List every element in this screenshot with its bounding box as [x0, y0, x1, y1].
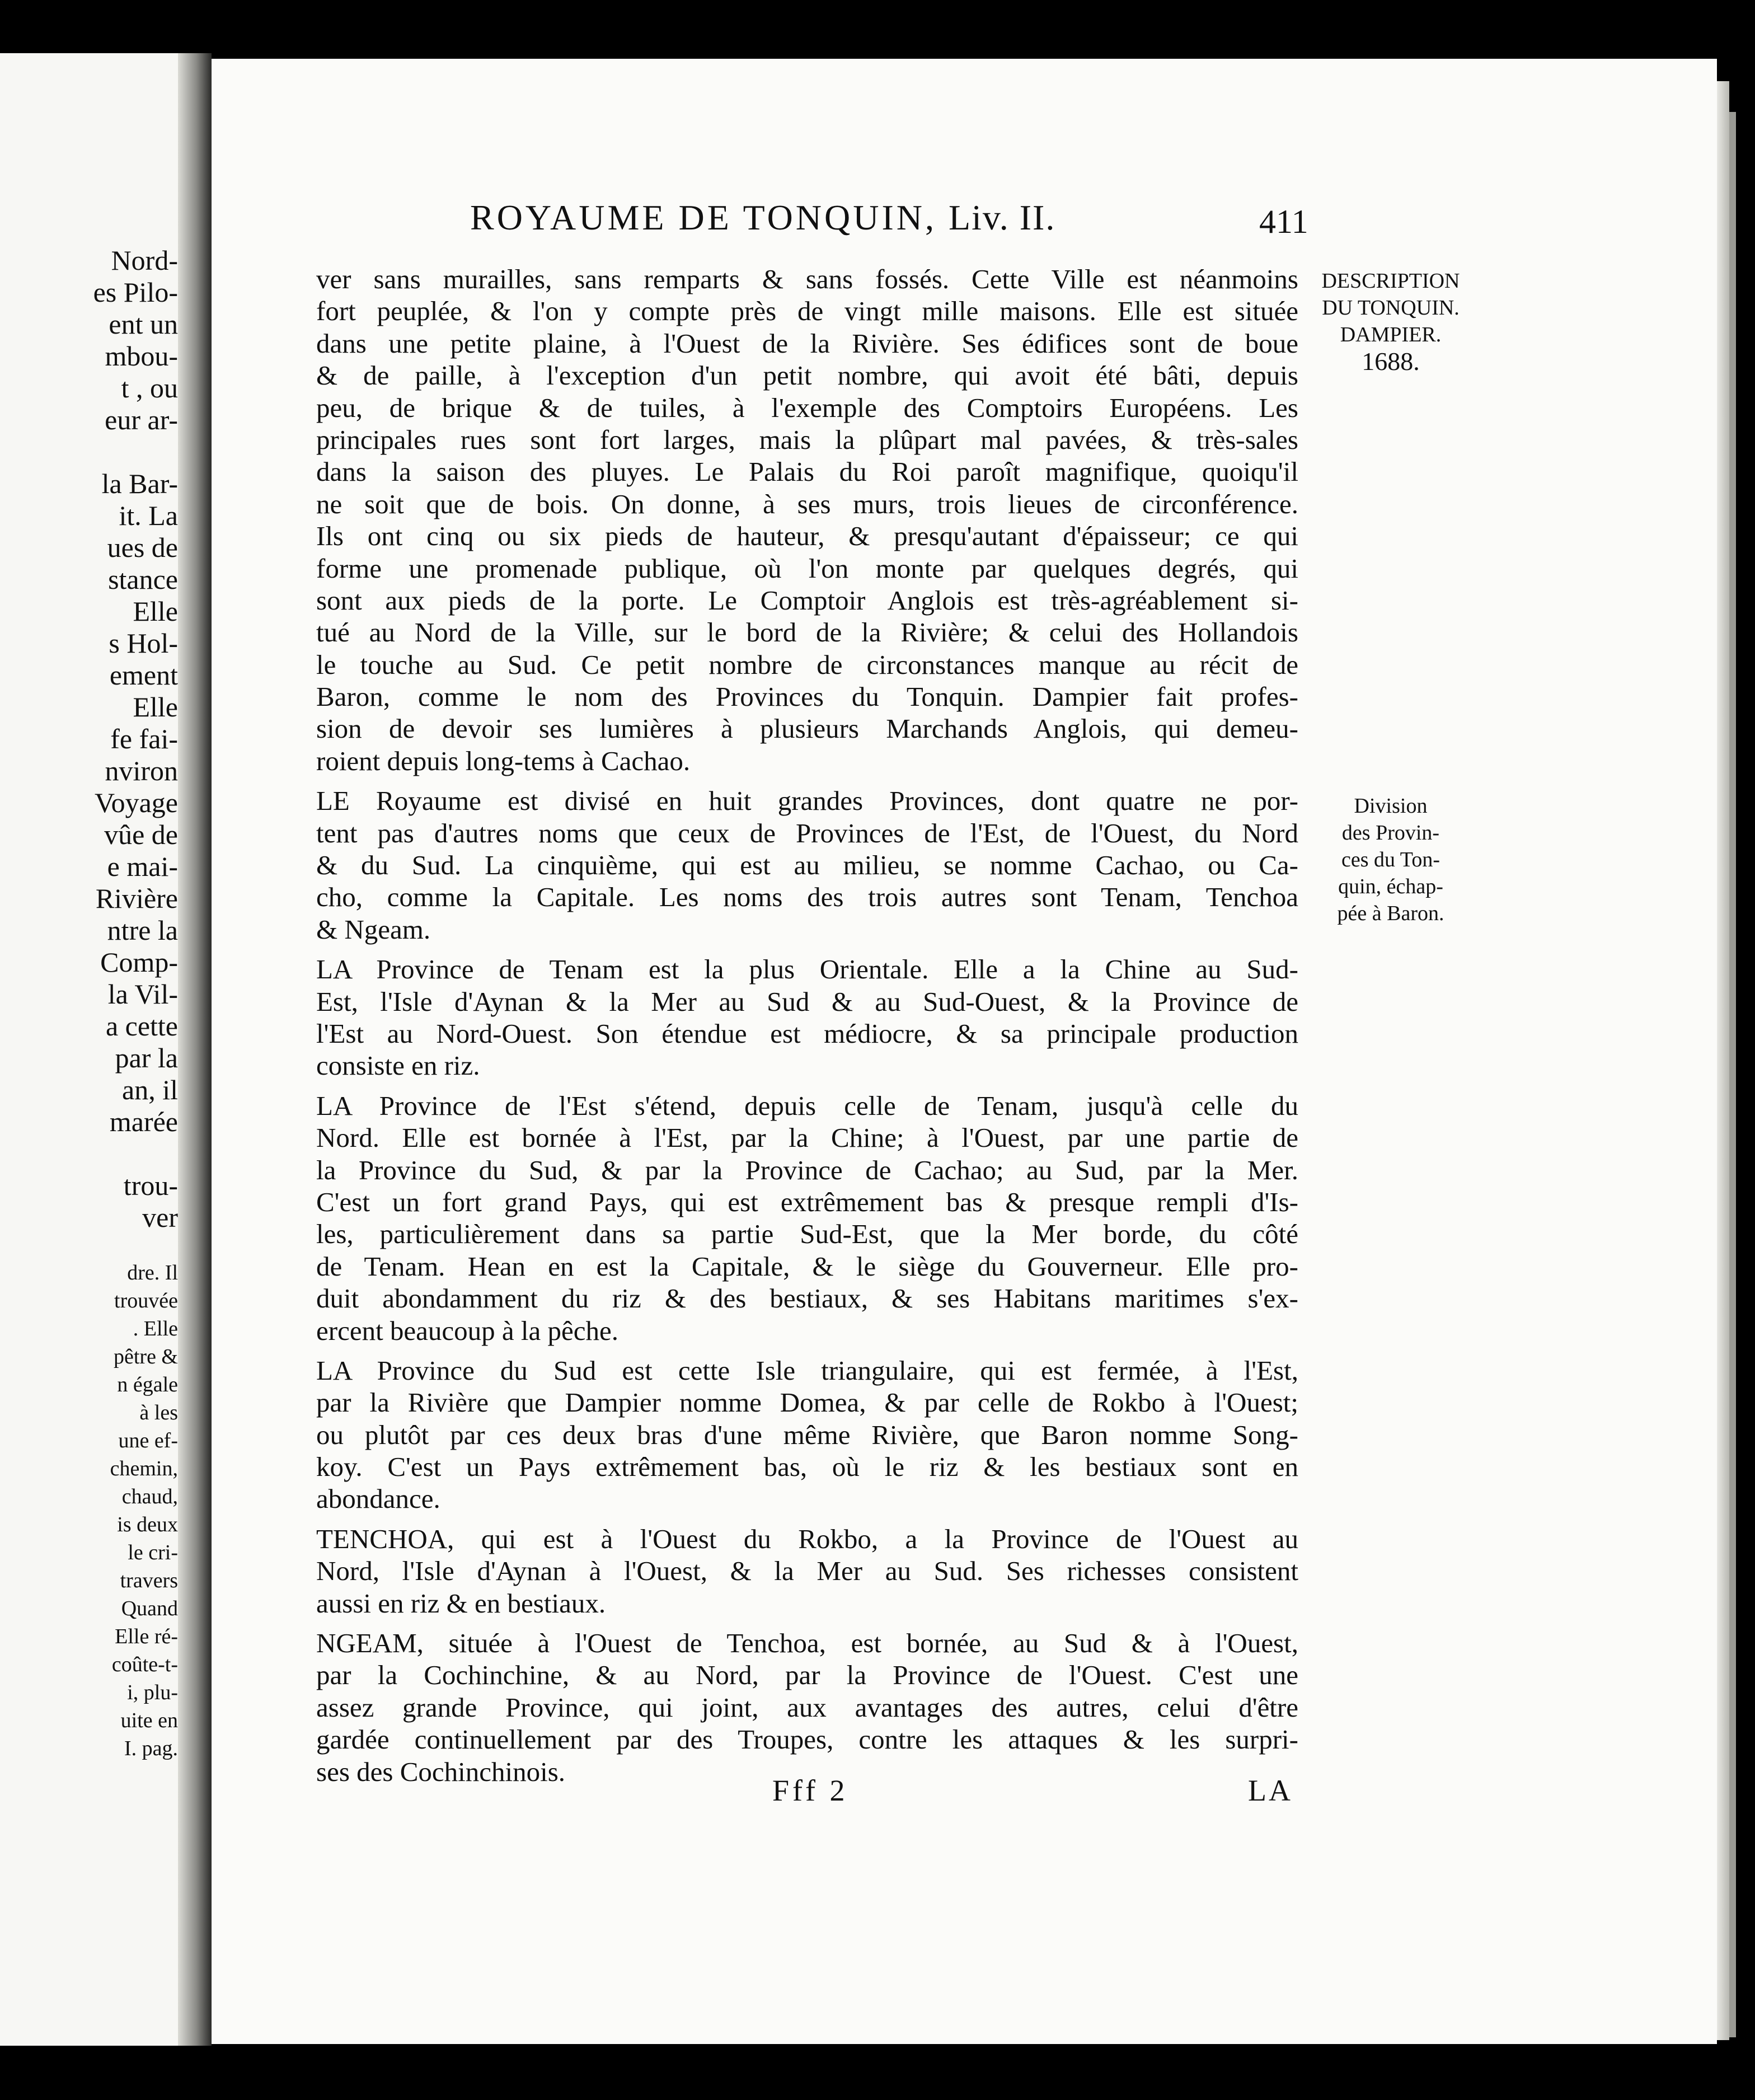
text-line: & de paille, à l'exception d'un petit nombre, qui avoit été bâti, depuis [316, 360, 1298, 391]
text-line: forme une promenade publique, où l'on monte par quelques degrés, qui [316, 552, 1298, 584]
text-line: ou plutôt par ces deux bras d'une même Rivière, que Baron nomme Song- [316, 1419, 1298, 1450]
text-line: aussi en riz & en bestiaux. [316, 1587, 606, 1619]
margin-note-line: pée à Baron. [1337, 902, 1444, 925]
book-gutter [178, 53, 212, 2046]
previous-page-line: Nord- [111, 245, 178, 276]
previous-page-line: une ef- [118, 1429, 178, 1452]
text-line: Ils ont cinq ou six pieds de hauteur, & presqu'autant d'épaisseur; ce qui [316, 521, 1298, 552]
previous-page-line: le cri- [128, 1541, 178, 1564]
previous-page-line: dre. Il [127, 1261, 178, 1285]
previous-page-line: trouvée [114, 1289, 178, 1312]
previous-page-line: Voyage [94, 787, 178, 818]
text-line: ne soit que de bois. On donne, à ses murs, trois lieues de circonférence. [316, 488, 1298, 519]
text-line: gardée continuellement par des Troupes, contre les attaques & les surpri- [316, 1724, 1298, 1755]
margin-note-year: 1688. [1362, 347, 1420, 376]
previous-page-line: chaud, [121, 1485, 178, 1508]
text-line: abondance. [316, 1483, 440, 1515]
text-line: les, particulièrement dans sa partie Sud-Est, que la Mer borde, du côté [316, 1218, 1298, 1250]
text-line: LA Province de Tenam est la plus Orientale. Elle a la Chine au Sud- [316, 954, 1298, 985]
running-title: ROYAUME DE TONQUIN, [470, 198, 937, 237]
text-line: consiste en riz. [316, 1050, 480, 1081]
text-line: ses des Cochinchinois. [316, 1756, 566, 1787]
text-line: LE Royaume est divisé en huit grandes Provinces, dont quatre ne por- [316, 785, 1298, 817]
text-line: fort peuplée, & l'on y compte près de vingt mille maisons. Elle est située [316, 296, 1298, 327]
previous-page-line: coûte-t- [111, 1653, 178, 1676]
previous-page-line: eur ar- [105, 404, 178, 435]
previous-page-line: t , ou [121, 372, 178, 404]
previous-page-line: trou- [123, 1170, 178, 1201]
text-line: par la Cochinchine, & au Nord, par la Province de l'Ouest. C'est une [316, 1660, 1298, 1691]
margin-note-line: des Provin- [1341, 821, 1440, 845]
text-line: le touche au Sud. Ce petit nombre de circonstances manque au récit de [316, 649, 1298, 680]
previous-page-line: mbou- [105, 340, 178, 372]
previous-page-line: chemin, [110, 1457, 178, 1480]
previous-page-line: Comp- [100, 946, 178, 978]
previous-page-line: fe fai- [110, 723, 178, 754]
text-line: roient depuis long-tems à Cachao. [316, 745, 691, 776]
previous-page-line: uite en [120, 1709, 178, 1732]
page-edge [1717, 81, 1729, 2040]
previous-page-line: stance [108, 564, 178, 595]
margin-note-line: DU TONQUIN. [1322, 296, 1460, 320]
text-line: l'Est au Nord-Ouest. Son étendue est médiocre, & sa principale production [316, 1018, 1298, 1049]
previous-page-line: la Vil- [107, 978, 178, 1010]
previous-page-line: e mai- [107, 851, 178, 882]
page-edge-shadow [1729, 112, 1736, 2037]
text-line: la Province du Sud, & par la Province de Cachao; au Sud, par la Mer. [316, 1154, 1298, 1185]
text-line: de Tenam. Hean en est la Capitale, & le siège du Gouverneur. Elle pro- [316, 1250, 1298, 1282]
text-line: principales rues sont fort larges, mais la plûpart mal pavées, & très-sales [316, 424, 1298, 455]
margin-note-line: ces du Ton- [1341, 848, 1440, 871]
previous-page-line: i, plu- [127, 1681, 178, 1704]
body-text [316, 263, 1298, 1788]
scan-border-top [0, 0, 1755, 34]
previous-page-line: Elle ré- [115, 1625, 178, 1648]
page-number: 411 [1259, 203, 1308, 240]
text-line: Nord. Elle est bornée à l'Est, par la Chine; à l'Ouest, par une partie de [316, 1122, 1298, 1154]
text-line: TENCHOA, qui est à l'Ouest du Rokbo, a la Province de l'Ouest au [316, 1523, 1298, 1554]
text-line: tué au Nord de la Ville, sur le bord de la Rivière; & celui des Hollandois [316, 617, 1298, 648]
book-number: Liv. II. [948, 198, 1056, 237]
text-line: & Ngeam. [316, 913, 431, 945]
text-line: sont aux pieds de la porte. Le Comptoir Anglois est très-agréablement si- [316, 584, 1298, 616]
previous-page-line: an, il [122, 1074, 178, 1105]
previous-page-line: par la [115, 1042, 178, 1074]
previous-page-strip [0, 53, 185, 2046]
previous-page-line: Rivière [95, 883, 178, 914]
previous-page-line: à les [139, 1401, 178, 1424]
text-line: LA Province de l'Est s'étend, depuis celle de Tenam, jusqu'à celle du [316, 1090, 1298, 1121]
margin-note-line: DAMPIER. [1340, 323, 1442, 346]
text-line: Nord, l'Isle d'Aynan à l'Ouest, & la Mer au Sud. Ses richesses consistent [316, 1555, 1298, 1587]
text-line: dans la saison des pluyes. Le Palais du Roi paroît magnifique, quoiqu'il [316, 456, 1298, 487]
previous-page-line: Quand [121, 1597, 178, 1620]
previous-page-line: travers [120, 1569, 178, 1592]
previous-page-line: . Elle [133, 1317, 178, 1340]
previous-page-line: it. La [119, 500, 178, 531]
text-line: LA Province du Sud est cette Isle triangulaire, qui est fermée, à l'Est, [316, 1354, 1298, 1386]
previous-page-line: ver [142, 1202, 178, 1233]
text-line: ercent beaucoup à la pêche. [316, 1315, 619, 1346]
margin-note-line: Division [1354, 794, 1428, 818]
scan-border-bottom [0, 2049, 1755, 2100]
previous-page-line: n égale [117, 1373, 178, 1396]
text-line: duit abondamment du riz & des bestiaux, & ses Habitans maritimes s'ex- [316, 1283, 1298, 1314]
previous-page-line: a cette [105, 1010, 178, 1042]
text-line: Est, l'Isle d'Aynan & la Mer au Sud & au Sud-Ouest, & la Province de [316, 986, 1298, 1017]
text-line: par la Rivière que Dampier nomme Domea, & par celle de Rokbo à l'Ouest; [316, 1387, 1298, 1418]
margin-note-description [1321, 268, 1461, 375]
previous-page-line: la Bar- [101, 468, 178, 499]
previous-page-line: Elle [133, 691, 178, 723]
margin-note-line: DESCRIPTION [1321, 269, 1460, 293]
previous-page-line: ent un [109, 308, 178, 340]
previous-page-line: ement [109, 659, 178, 691]
margin-note-division [1321, 793, 1461, 927]
previous-page-line: is deux [117, 1513, 178, 1536]
text-line: peu, de brique & de tuiles, à l'exemple des Comptoirs Européens. Les [316, 392, 1298, 423]
previous-page-line: pêtre & [113, 1345, 178, 1368]
text-line: assez grande Province, qui joint, aux avantages des autres, celui d'être [316, 1691, 1298, 1723]
previous-page-line: I. pag. [124, 1737, 178, 1760]
previous-page-line: nviron [105, 755, 178, 786]
running-header [470, 197, 1198, 238]
signature-mark: Fff 2 [772, 1774, 848, 1807]
previous-page-line: es Pilo- [93, 276, 178, 308]
text-line: & du Sud. La cinquième, qui est au milieu, se nomme Cachao, ou Ca- [316, 850, 1298, 881]
text-line: sion de devoir ses lumières à plusieurs Marchands Anglois, qui demeu- [316, 713, 1298, 744]
text-line: Baron, comme le nom des Provinces du Tonquin. Dampier fait profes- [316, 681, 1298, 712]
margin-note-line: quin, échap- [1338, 875, 1443, 898]
text-line: tent pas d'autres noms que ceux de Provinces de l'Est, de l'Ouest, du Nord [316, 817, 1298, 849]
text-line: NGEAM, située à l'Ouest de Tenchoa, est bornée, au Sud & à l'Ouest, [316, 1628, 1298, 1659]
previous-page-line: Elle [133, 596, 178, 627]
text-line: dans une petite plaine, à l'Ouest de la Rivière. Ses édifices sont de boue [316, 327, 1298, 359]
text-line: koy. C'est un Pays extrêmement bas, où le riz & les bestiaux sont en [316, 1451, 1298, 1483]
previous-page-line: vûe de [104, 819, 178, 850]
catchword: LA [1248, 1774, 1293, 1807]
previous-page-line: marée [109, 1106, 178, 1137]
text-line: C'est un fort grand Pays, qui est extrêmement bas & presque rempli d'Is- [316, 1186, 1298, 1217]
text-line: cho, comme la Capitale. Les noms des trois autres sont Tenam, Tenchoa [316, 882, 1298, 913]
previous-page-line: s Hol- [109, 627, 178, 659]
previous-page-line: ues de [107, 532, 178, 563]
previous-page-line: ntre la [107, 915, 178, 946]
text-line: ver sans murailles, sans remparts & sans fossés. Cette Ville est néanmoins [316, 264, 1298, 294]
